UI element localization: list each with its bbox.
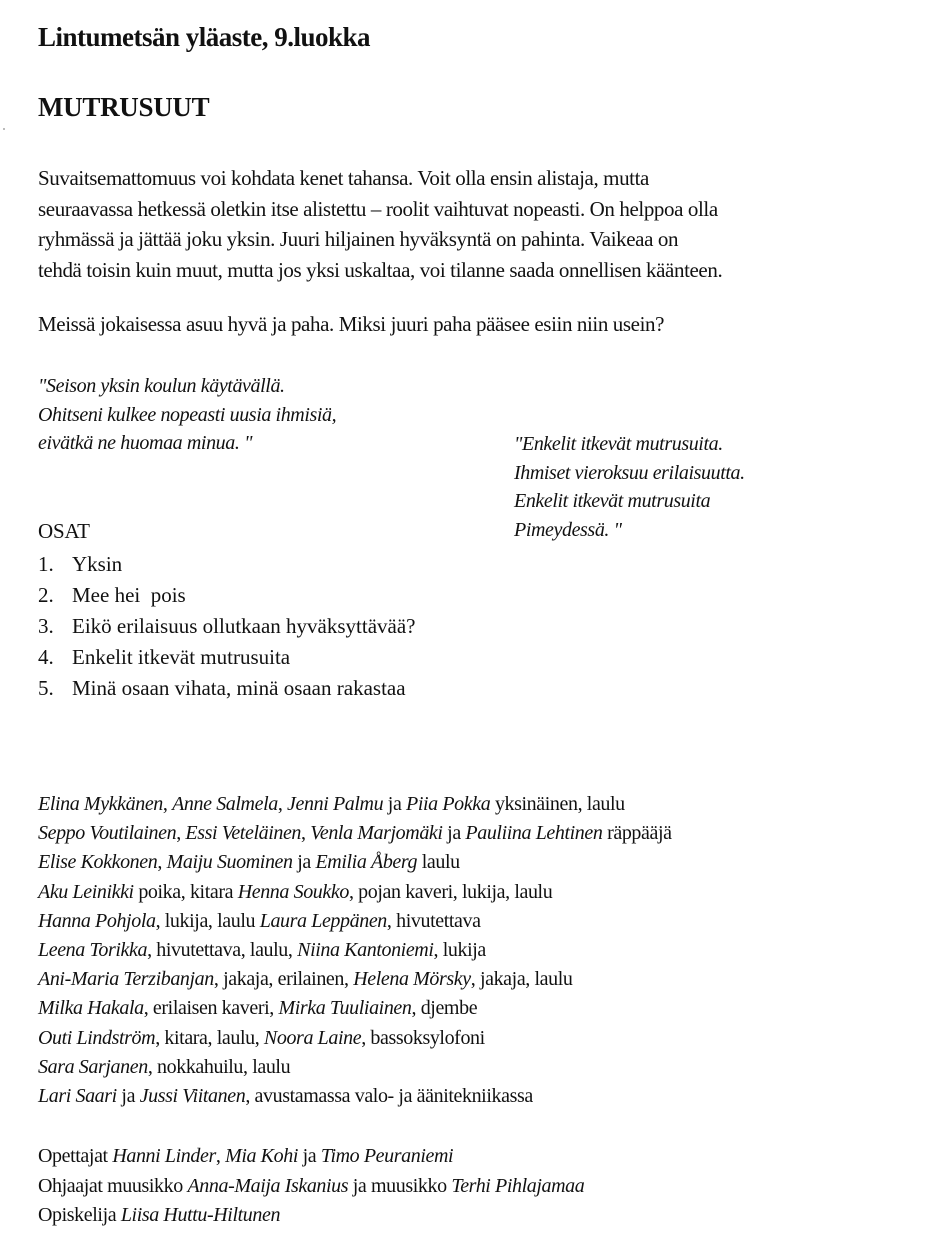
person-name: Piia Pokka [406,793,491,815]
cast-line [38,936,672,965]
person-name: Timo Peuraniemi [320,1145,454,1167]
staff-line [38,1172,584,1202]
person-name: Seppo Voutilainen [38,822,177,845]
role-text: , jakaja, laulu [470,968,573,991]
role-text: , djembe [411,997,478,1020]
person-name: Terhi Pihlajamaa [451,1174,585,1197]
role-text: poika, kitara [133,880,238,903]
role-text: , jakaja, erilainen, [213,968,354,991]
role-text: , hivutettava, laulu, [147,939,298,962]
role-text: , [215,1145,226,1167]
quote-line: Enkelit itkevät mutrusuita [514,490,711,512]
person-name: Milka Hakala [38,997,144,1020]
cast-line [38,965,672,994]
role-text: , [162,793,173,815]
intro-paragraph [38,163,722,285]
role-text: , lukija [433,939,486,962]
person-name: Venla Marjomäki [310,822,443,845]
role-text: Opiskelija [38,1204,121,1226]
part-item [38,673,416,704]
role-text: , avustamassa valo- ja äänitekniikassa [245,1085,533,1108]
person-name: Hanni Linder [112,1145,216,1167]
cast-line [38,994,672,1023]
part-number: 1. [38,552,54,576]
role-text: , [176,822,186,845]
cast-line [38,1082,672,1111]
role-text: , nokkahuilu, laulu [147,1055,291,1078]
role-text: , kitara, laulu, [155,1026,264,1049]
role-text: , erilaisen kaveri, [143,997,279,1020]
role-text: ja [116,1085,140,1108]
role-text: ja muusikko [348,1174,452,1197]
person-name: Leena Torikka [38,939,148,962]
person-name: Mirka Tuuliainen [278,997,412,1020]
part-number: 2. [38,583,54,607]
role-text: , pojan kaveri, lukija, laulu [348,880,553,903]
role-text: , [301,822,311,845]
cast-line [38,790,672,819]
person-name: Emilia Åberg [315,851,418,874]
cast-line [38,878,672,907]
part-label: Eikö erilaisuus ollutkaan hyväksyttävää? [72,614,416,638]
part-label: Mee hei pois [72,583,186,607]
role-text: Ohjaajat muusikko [38,1174,188,1197]
role-text: räppääjä [602,822,672,845]
person-name: Aku Leinikki [38,880,134,903]
quote-line: Pimeydessä. " [514,518,622,541]
parts-heading: OSAT [38,519,90,543]
person-name: Henna Soukko [237,880,349,903]
person-name: Lari Saari [38,1085,117,1108]
role-text: Opettajat [38,1145,113,1167]
school-title: Lintumetsän yläaste, 9.luokka [38,22,371,52]
person-name: Ani-Maria Terzibanjan [38,968,214,991]
person-name: Niina Kantoniemi [297,939,434,962]
role-text: ja [383,793,407,815]
person-name: Jenni Palmu [287,793,384,815]
quote-line: eivätkä ne huomaa minua. " [38,432,253,454]
quote-line: "Seison yksin koulun käytävällä. [38,375,285,397]
quote-line: Ohitseni kulkee nopeasti uusia ihmisiä, [38,403,337,426]
person-name: Pauliina Lehtinen [465,822,603,845]
cast-list [38,790,672,1111]
person-name: Noora Laine [263,1026,362,1049]
cast-line [38,819,672,848]
role-text: , bassoksylofoni [361,1026,485,1049]
role-text: ja [292,851,316,874]
quote-left [38,372,336,458]
role-text: ja [442,822,466,845]
intro-line: ryhmässä ja jättää joku yksin. Juuri hiljainen hyväksyntä on pahinta. Vaikeaa on [38,227,679,251]
role-text: , [277,793,288,815]
part-number: 5. [38,676,54,700]
role-text: yksinäinen, laulu [490,793,625,815]
cast-line [38,907,672,936]
cast-line [38,1024,672,1053]
role-text: , lukija, laulu [155,909,260,932]
person-name: Mia Kohi [225,1145,298,1167]
person-name: Maiju Suominen [166,851,293,874]
quote-line: Ihmiset vieroksuu erilaisuutta. [514,461,745,484]
intro-line: Suvaitsemattomuus voi kohdata kenet tahansa. Voit olla ensin alistaja, mutta [38,166,649,190]
part-item [38,549,416,580]
role-text: , [157,851,167,874]
role-text: , hivutettava [386,909,481,932]
cast-line [38,848,672,877]
part-item [38,580,416,611]
part-label: Minä osaan vihata, minä osaan rakastaa [72,676,406,700]
person-name: Hanna Pohjola [38,909,156,932]
part-number: 4. [38,645,54,669]
intro-line: tehdä toisin kuin muut, mutta jos yksi uskaltaa, voi tilanne saada onnellisen käänteen. [38,257,723,282]
person-name: Helena Mörsky [353,968,471,991]
person-name: Elise Kokkonen [38,851,158,874]
part-number: 3. [38,614,54,638]
person-name: Elina Mykkänen [38,793,163,815]
person-name: Essi Veteläinen [185,822,302,845]
staff-list [38,1142,584,1231]
cast-line [38,1053,672,1082]
staff-line [38,1201,584,1231]
play-title: MUTRUSUUT [38,92,210,122]
person-name: Outi Lindström [38,1026,156,1049]
staff-line [38,1142,584,1172]
intro-line: seuraavassa hetkessä oletkin itse alistettu – roolit vaihtuvat nopeasti. On helppoa olla [38,196,718,221]
part-item [38,642,416,673]
part-label: Enkelit itkevät mutrusuita [72,645,291,669]
person-name: Laura Leppänen [259,909,387,932]
person-name: Anna-Maija Iskanius [187,1174,349,1197]
person-name: Liisa Huttu-Hiltunen [120,1204,281,1226]
person-name: Sara Sarjanen [38,1055,148,1078]
scan-speck [3,128,5,130]
part-label: Yksin [72,552,123,576]
question-line: Meissä jokaisessa asuu hyvä ja paha. Miksi juuri paha pääsee esiin niin usein? [38,312,665,336]
role-text: ja [297,1145,321,1167]
quote-right [514,430,745,544]
parts-list [38,549,416,704]
part-item [38,611,416,642]
person-name: Jussi Viitanen [139,1085,246,1108]
person-name: Anne Salmela [172,793,278,815]
role-text: laulu [417,851,460,874]
quote-line: "Enkelit itkevät mutrusuita. [514,433,723,455]
